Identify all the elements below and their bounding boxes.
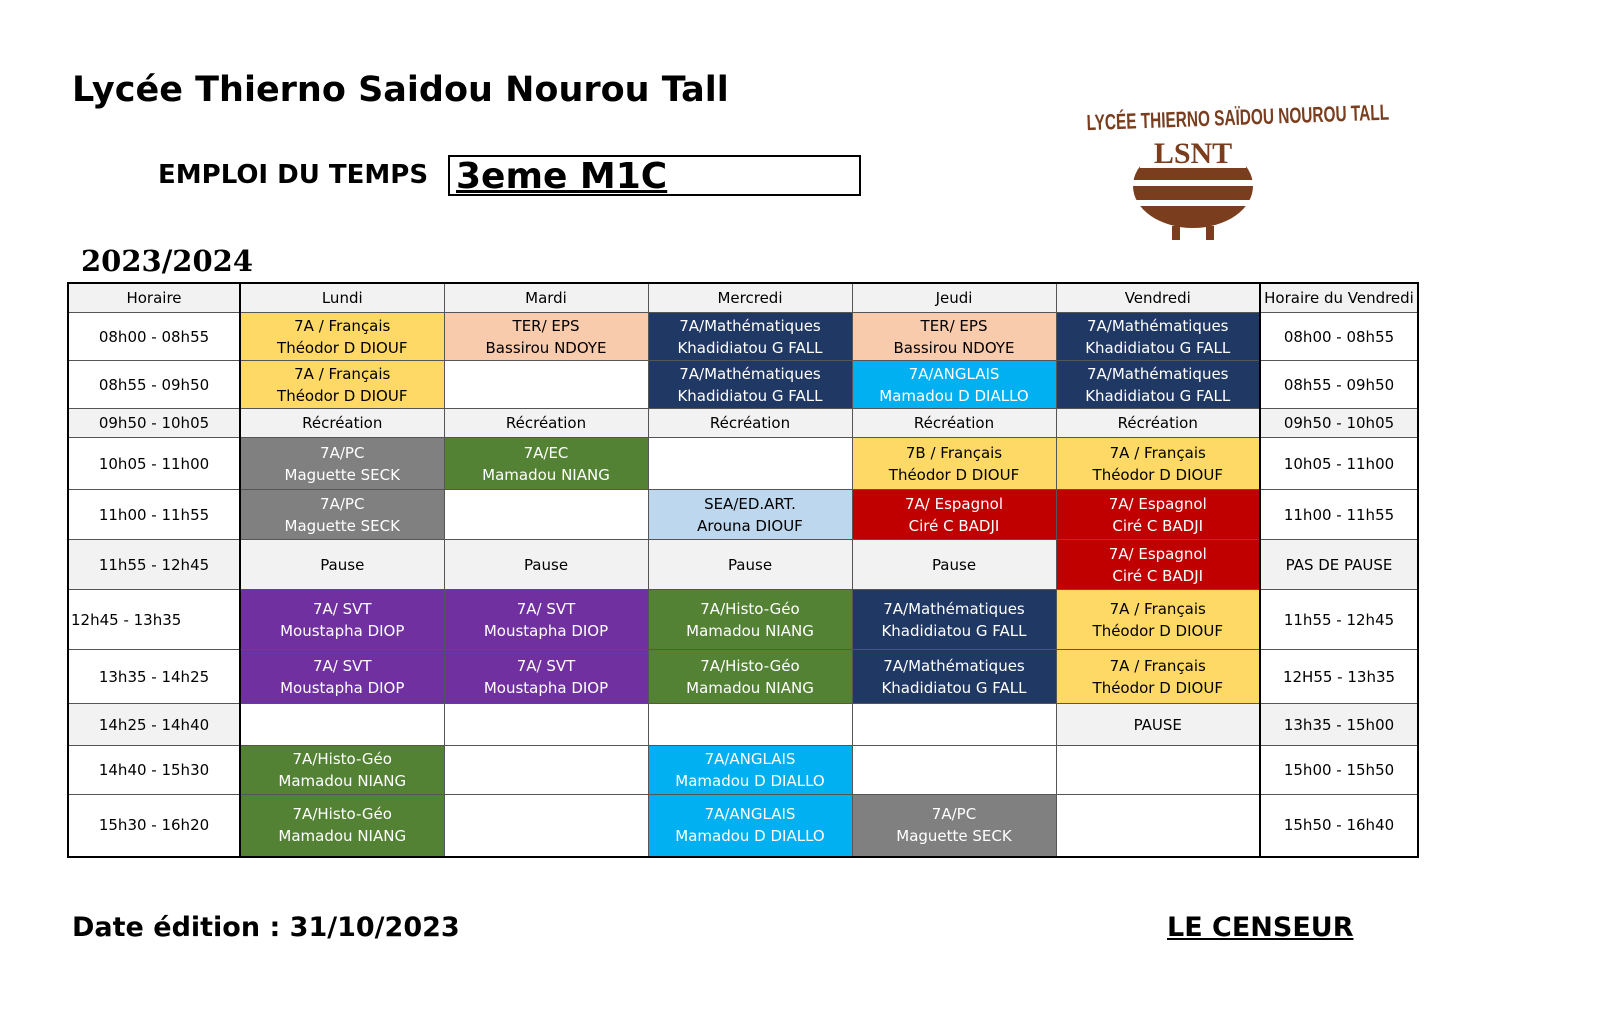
logo-emblem-stripe: [1130, 180, 1256, 186]
timetable-row: [68, 409, 1418, 438]
course-teacher: Moustapha DIOP: [280, 678, 405, 697]
column-header: Horaire du Vendredi: [1260, 283, 1418, 313]
time-slot: 08h55 - 09h50: [68, 361, 240, 409]
course-teacher: Mamadou NIANG: [482, 465, 610, 484]
time-slot: 14h40 - 15h30: [68, 746, 240, 795]
course-subject: 7A/EC: [523, 443, 569, 462]
header-row: [68, 283, 1418, 313]
course-cell: [444, 746, 648, 795]
course-subject: 7A / Français: [1109, 443, 1206, 462]
course-teacher: Ciré C BADJI: [908, 516, 1000, 535]
course-cell: [852, 746, 1056, 795]
course-cell: [240, 438, 444, 490]
course-teacher: Théodor D DIOUF: [1092, 678, 1223, 697]
slot-label: Récréation: [709, 414, 791, 432]
course-cell: [648, 490, 852, 540]
course-subject: 7A/PC: [931, 805, 977, 824]
course-subject: 7A/ Espagnol: [904, 494, 1003, 513]
logo-emblem-leg: [1172, 226, 1180, 240]
column-header: Jeudi: [852, 283, 1056, 313]
friday-time-slot: 13h35 - 15h00: [1260, 704, 1418, 746]
course-subject: 7A/ SVT: [312, 599, 372, 618]
course-subject: 7A/Mathématiques: [1086, 316, 1229, 335]
course-cell: [648, 540, 852, 590]
friday-time-slot: 08h55 - 09h50: [1260, 361, 1418, 409]
column-header: Mercredi: [648, 283, 852, 313]
course-subject: 7A/ANGLAIS: [908, 364, 1000, 383]
course-cell: [240, 746, 444, 795]
course-subject: 7A / Français: [1109, 656, 1206, 675]
class-name-box: [448, 155, 861, 196]
course-subject: 7A/Mathématiques: [679, 316, 821, 335]
course-teacher: Mamadou D DIALLO: [675, 827, 825, 846]
course-subject: 7A/ANGLAIS: [704, 805, 796, 824]
timetable-row: [68, 704, 1418, 746]
slot-label: Récréation: [913, 414, 995, 432]
timetable-row: [68, 438, 1418, 490]
course-subject: 7A/ANGLAIS: [704, 750, 796, 768]
course-cell: [852, 313, 1056, 361]
course-cell: [240, 590, 444, 650]
course-subject: 7A/ SVT: [516, 656, 576, 675]
course-cell: [852, 361, 1056, 409]
course-cell: [444, 438, 648, 490]
course-cell: [852, 650, 1056, 704]
slot-label: Récréation: [1117, 414, 1198, 432]
course-subject: 7A/ SVT: [312, 656, 372, 675]
course-cell: [240, 490, 444, 540]
course-teacher: Moustapha DIOP: [483, 678, 609, 697]
course-teacher: Bassirou NDOYE: [485, 338, 607, 357]
course-cell: [1056, 746, 1260, 795]
course-cell: [648, 704, 852, 746]
course-subject: 7A/ Espagnol: [1108, 544, 1207, 563]
course-cell: [852, 795, 1056, 857]
timetable-row: [68, 540, 1418, 590]
time-slot: 12h45 - 13h35: [68, 590, 240, 650]
course-cell: [852, 590, 1056, 650]
slot-label: Pause: [320, 555, 365, 574]
logo-emblem-stripe: [1130, 200, 1256, 206]
course-cell: [852, 540, 1056, 590]
course-subject: 7A/PC: [320, 494, 365, 513]
course-teacher: Arouna DIOUF: [697, 516, 803, 535]
censeur-signature-label: LE CENSEUR: [1167, 912, 1354, 943]
slot-label: Pause: [931, 555, 977, 574]
timetable-row: [68, 795, 1418, 857]
course-teacher: Maguette SECK: [896, 827, 1012, 846]
course-subject: 7A / Français: [294, 316, 391, 335]
emploi-du-temps-label: EMPLOI DU TEMPS: [158, 160, 429, 190]
course-subject: 7A/Mathématiques: [883, 656, 1025, 675]
course-cell: [1056, 490, 1260, 540]
course-cell: [1056, 361, 1260, 409]
timetable-row: [68, 746, 1418, 795]
course-teacher: Maguette SECK: [284, 465, 400, 484]
logo-initials: LSNT: [1153, 137, 1233, 170]
course-subject: 7B / Français: [905, 443, 1003, 462]
course-subject: TER/ EPS: [512, 316, 580, 335]
course-teacher: Khadidiatou G FALL: [1085, 386, 1231, 405]
timetable-row: [68, 650, 1418, 704]
course-cell: [1056, 590, 1260, 650]
course-teacher: Théodor D DIOUF: [277, 386, 408, 405]
course-cell: [648, 746, 852, 795]
course-cell: [1056, 704, 1260, 746]
course-subject: 7A/Histo-Géo: [292, 750, 392, 768]
course-teacher: Moustapha DIOP: [280, 621, 405, 640]
slot-label: Pause: [727, 555, 773, 574]
timetable-row: [68, 590, 1418, 650]
course-subject: TER/ EPS: [920, 316, 988, 335]
course-cell: [852, 438, 1056, 490]
course-cell: [648, 590, 852, 650]
time-slot: 11h00 - 11h55: [68, 490, 240, 540]
school-logo-graphic: [1086, 100, 1390, 245]
course-cell: [444, 540, 648, 590]
course-teacher: Khadidiatou G FALL: [881, 621, 1027, 640]
course-cell: [852, 490, 1056, 540]
course-cell: [240, 409, 444, 438]
friday-time-slot: 15h00 - 15h50: [1260, 746, 1418, 795]
timetable: [67, 282, 1419, 858]
course-cell: [1056, 438, 1260, 490]
course-teacher: Khadidiatou G FALL: [881, 678, 1027, 697]
course-cell: [240, 313, 444, 361]
slot-label: PAUSE: [1133, 715, 1182, 734]
course-subject: 7A/PC: [320, 443, 365, 462]
course-cell: [444, 704, 648, 746]
logo-emblem-leg: [1206, 226, 1214, 240]
date-edition: Date édition : 31/10/2023: [72, 912, 460, 943]
course-subject: 7A/Mathématiques: [883, 599, 1025, 618]
course-teacher: Mamadou D DIALLO: [879, 386, 1029, 405]
slot-label: Pause: [523, 555, 569, 574]
course-cell: [240, 650, 444, 704]
course-teacher: Théodor D DIOUF: [888, 465, 1020, 484]
class-name: 3eme M1C: [456, 156, 668, 197]
course-teacher: Ciré C BADJI: [1112, 516, 1204, 535]
column-header: Vendredi: [1056, 283, 1260, 313]
slot-label: Récréation: [505, 414, 587, 432]
school-logo: [1086, 100, 1390, 245]
course-teacher: Mamadou NIANG: [278, 827, 407, 846]
course-teacher: Théodor D DIOUF: [1092, 621, 1223, 640]
course-cell: [852, 704, 1056, 746]
friday-time-slot: 12H55 - 13h35: [1260, 650, 1418, 704]
friday-time-slot: 15h50 - 16h40: [1260, 795, 1418, 857]
time-slot: 08h00 - 08h55: [68, 313, 240, 361]
course-cell: [648, 795, 852, 857]
course-cell: [852, 409, 1056, 438]
time-slot: 15h30 - 16h20: [68, 795, 240, 857]
course-subject: 7A/Histo-Géo: [700, 599, 800, 618]
course-cell: [240, 540, 444, 590]
friday-time-slot: 11h55 - 12h45: [1260, 590, 1418, 650]
course-teacher: Mamadou D DIALLO: [675, 772, 825, 790]
course-teacher: Bassirou NDOYE: [893, 338, 1015, 357]
course-subject: 7A/Histo-Géo: [700, 656, 800, 675]
course-cell: [1056, 795, 1260, 857]
time-slot: 11h55 - 12h45: [68, 540, 240, 590]
column-header: Horaire: [68, 283, 240, 313]
course-cell: [648, 438, 852, 490]
course-teacher: Maguette SECK: [284, 516, 400, 535]
course-cell: [648, 650, 852, 704]
course-cell: [1056, 313, 1260, 361]
course-teacher: Mamadou NIANG: [686, 678, 814, 697]
course-cell: [648, 313, 852, 361]
course-cell: [240, 361, 444, 409]
column-header: Lundi: [240, 283, 444, 313]
course-teacher: Théodor D DIOUF: [1092, 465, 1223, 484]
slot-label: Récréation: [302, 414, 383, 432]
course-subject: 7A / Français: [1109, 599, 1206, 618]
course-teacher: Khadidiatou G FALL: [677, 386, 823, 405]
friday-time-slot: 08h00 - 08h55: [1260, 313, 1418, 361]
time-slot: 13h35 - 14h25: [68, 650, 240, 704]
timetable-row: [68, 361, 1418, 409]
course-subject: 7A / Français: [294, 364, 391, 383]
course-subject: 7A/Mathématiques: [1086, 364, 1229, 383]
course-subject: 7A/ Espagnol: [1108, 494, 1207, 513]
column-header: Mardi: [444, 283, 648, 313]
course-cell: [648, 409, 852, 438]
school-year: 2023/2024: [81, 244, 254, 278]
course-teacher: Mamadou NIANG: [278, 772, 407, 790]
course-teacher: Ciré C BADJI: [1112, 566, 1204, 585]
course-subject: 7A/ SVT: [516, 599, 576, 618]
course-subject: 7A/Histo-Géo: [292, 805, 392, 824]
friday-time-slot: 10h05 - 11h00: [1260, 438, 1418, 490]
course-subject: SEA/ED.ART.: [704, 494, 796, 513]
course-cell: [1056, 650, 1260, 704]
course-teacher: Khadidiatou G FALL: [677, 338, 823, 357]
friday-time-slot: 11h00 - 11h55: [1260, 490, 1418, 540]
logo-text: LYCÉE THIERNO SAÏDOU NOUROU TALL: [1086, 101, 1390, 136]
course-cell: [444, 409, 648, 438]
course-cell: [240, 795, 444, 857]
time-slot: 09h50 - 10h05: [68, 409, 240, 438]
course-cell: [444, 590, 648, 650]
course-cell: [648, 361, 852, 409]
course-cell: [444, 361, 648, 409]
course-teacher: Mamadou NIANG: [686, 621, 814, 640]
timetable-row: [68, 313, 1418, 361]
friday-time-slot: 09h50 - 10h05: [1260, 409, 1418, 438]
course-cell: [444, 490, 648, 540]
course-cell: [1056, 409, 1260, 438]
course-teacher: Khadidiatou G FALL: [1085, 338, 1231, 357]
timetable-row: [68, 490, 1418, 540]
course-cell: [240, 704, 444, 746]
course-cell: [444, 795, 648, 857]
course-teacher: Théodor D DIOUF: [277, 338, 408, 357]
friday-time-slot: PAS DE PAUSE: [1260, 540, 1418, 590]
course-cell: [1056, 540, 1260, 590]
time-slot: 10h05 - 11h00: [68, 438, 240, 490]
course-cell: [444, 313, 648, 361]
course-teacher: Moustapha DIOP: [483, 621, 609, 640]
course-cell: [444, 650, 648, 704]
time-slot: 14h25 - 14h40: [68, 704, 240, 746]
school-title: Lycée Thierno Saidou Nourou Tall: [72, 70, 729, 110]
course-subject: 7A/Mathématiques: [679, 364, 821, 383]
